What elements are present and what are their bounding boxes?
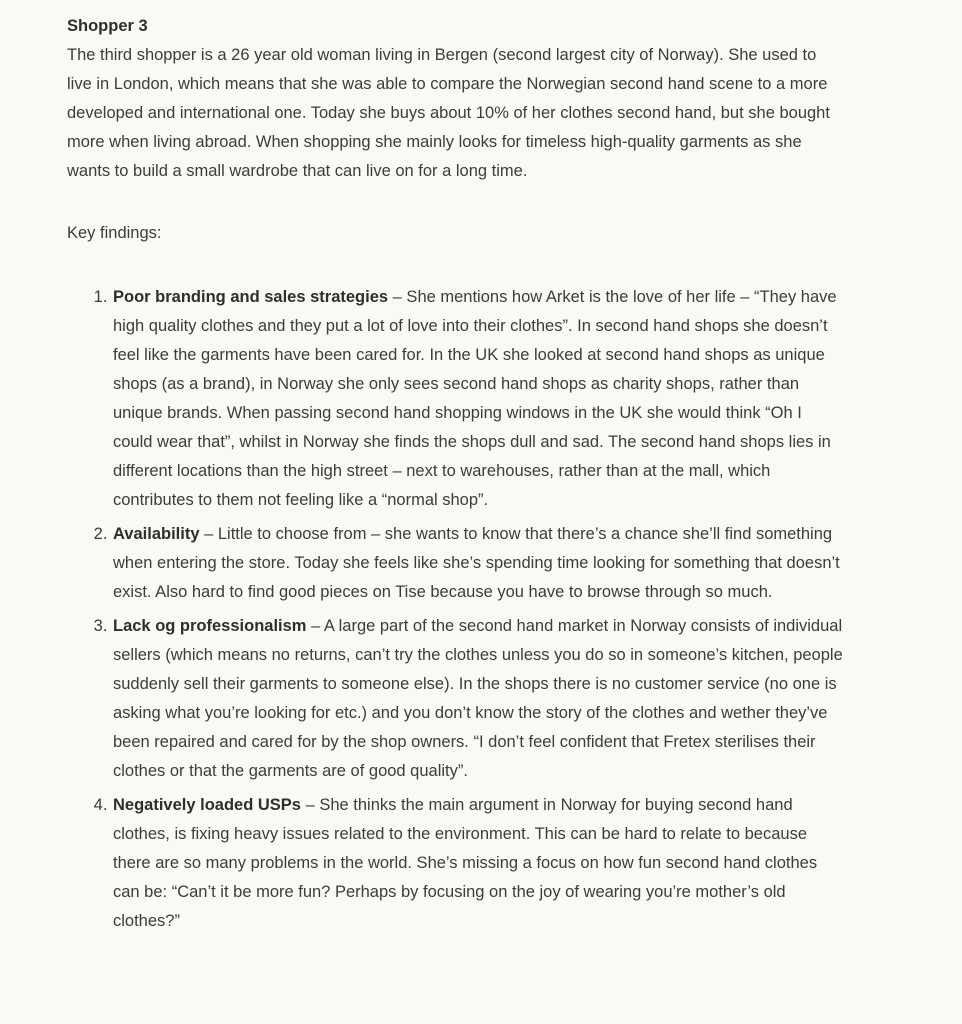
finding-body: – Little to choose from – she wants to know that there’s a chance she’ll find something when entering the store. Today she feels like she’s spending time looking for something that doesn’t exist. Also hard to find good pieces on Tise because you have to browse through so much. — [113, 525, 840, 601]
finding-title: Poor branding and sales strategies — [113, 288, 389, 306]
finding-body: – She thinks the main argument in Norway for buying second hand clothes, is fixing heavy issues related to the environment. This can be hard to relate to because there are so many problems in the world. She’s missing a focus on how fun second hand clothes can be: “Can’t it be more fun? Perhaps by focusing on the joy of wearing you’re mother’s old clothes?” — [113, 796, 818, 930]
finding-body: – A large part of the second hand market in Norway consists of individual sellers (which means no returns, can’t try the clothes unless you do so in someone’s kitchen, people suddenly sell their garments to someone else). In the shops there is no customer service (no one is asking what you’re looking for etc.) and you don’t know the story of the clothes and wether they’ve been repaired and cared for by the shop owners. “I don’t feel confident that Fretex sterilises their clothes or that the garments are of good quality”. — [113, 617, 843, 780]
finding-item — [112, 283, 845, 515]
intro-paragraph: The third shopper is a 26 year old woman living in Bergen (second largest city of Norway). She used to live in London, which means that she was able to compare the Norwegian second hand scene to a more developed and international one. Today she buys about 10% of her clothes second hand, but she bought more when living abroad. When shopping she mainly looks for timeless high-quality garments as she wants to build a small wardrobe that can live on for a long time. — [67, 46, 830, 180]
finding-title: Availability — [113, 525, 200, 543]
page-title: Shopper 3 — [67, 17, 148, 35]
finding-body: – She mentions how Arket is the love of her life – “They have high quality clothes and they put a lot of love into their clothes”. In second hand shops she doesn’t feel like the garments have been cared for. In the UK she looked at second hand shops as unique shops (as a brand), in Norway she only sees second hand shops as charity shops, rather than unique brands. When passing second hand shopping windows in the UK she would think “Oh I could wear that”, whilst in Norway she finds the shops dull and sad. The second hand shops lies in different locations than the high street – next to warehouses, rather than at the mall, which contributes to them not feeling like a “normal shop”. — [113, 288, 837, 509]
findings-list — [67, 283, 845, 936]
finding-item — [112, 612, 845, 786]
finding-title: Negatively loaded USPs — [113, 796, 301, 814]
findings-label: Key findings: — [67, 224, 162, 242]
finding-title: Lack og professionalism — [113, 617, 307, 635]
document-content — [67, 12, 845, 936]
finding-item — [112, 520, 845, 607]
finding-item — [112, 791, 845, 936]
